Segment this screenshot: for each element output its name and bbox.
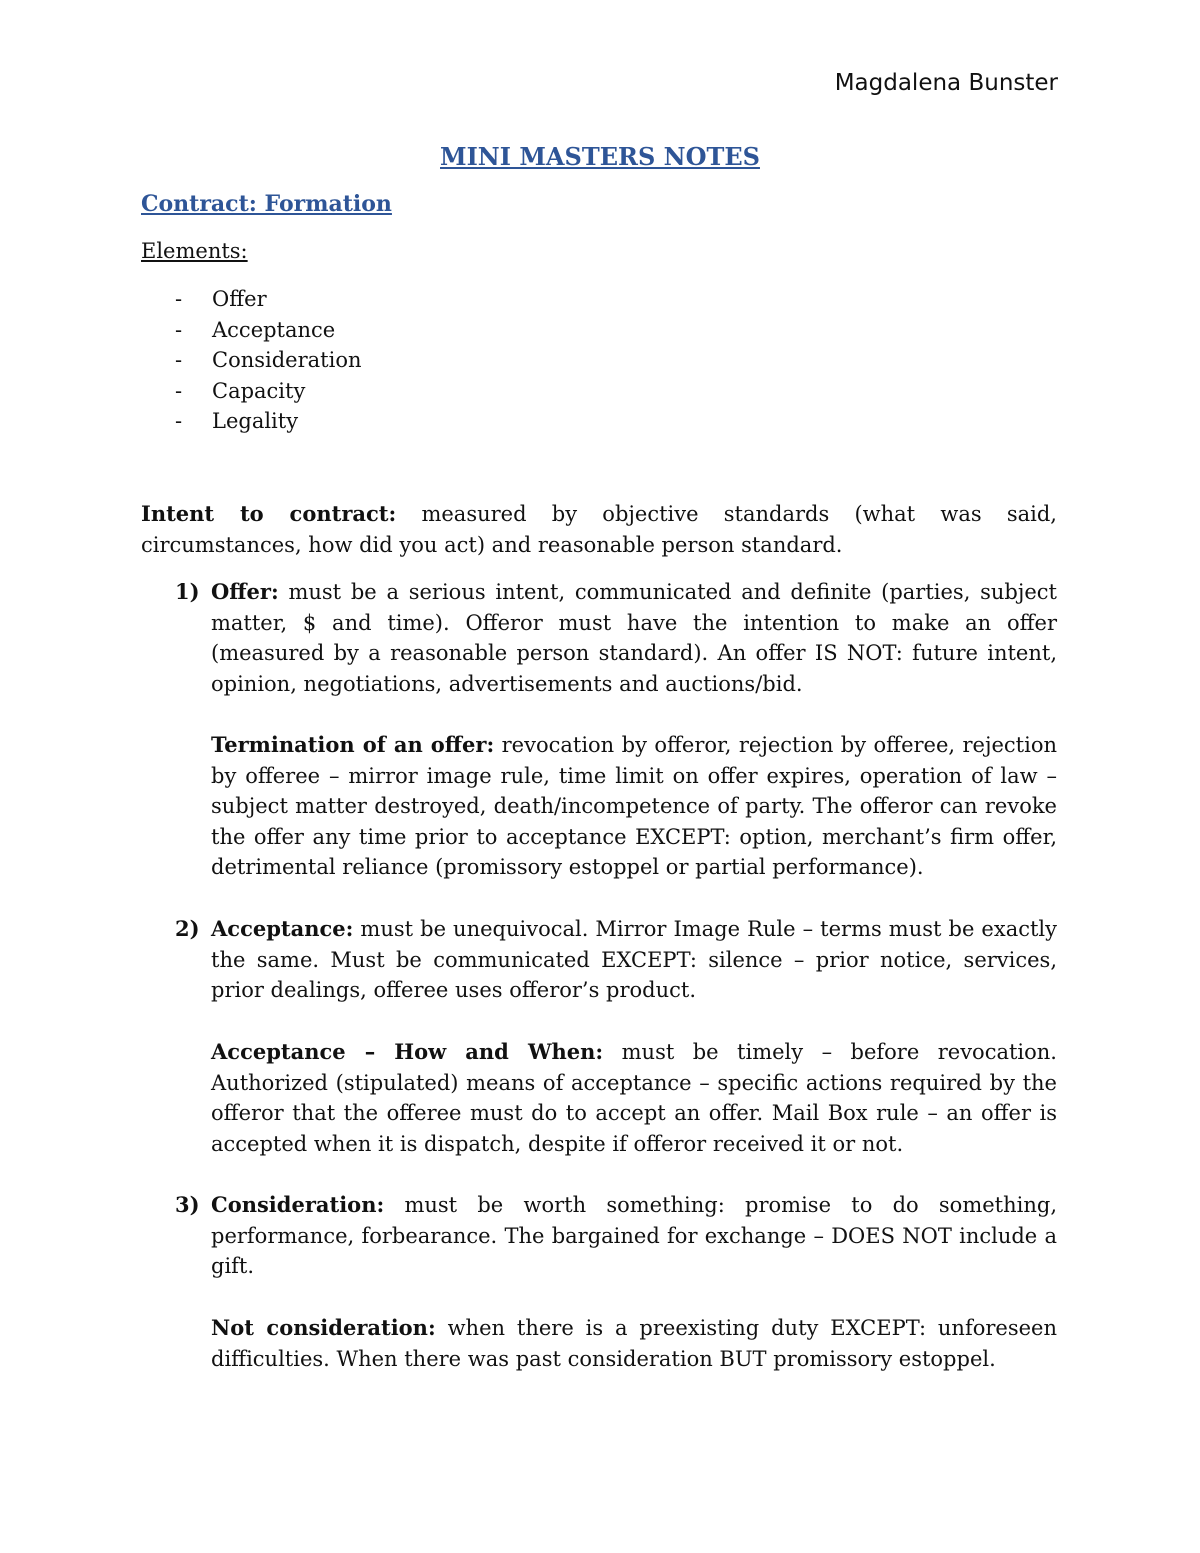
section-heading: Contract: Formation <box>141 191 392 217</box>
intent-text: measured by objective standards (what was said, circumstances, how did you act) and reasonable person standard. <box>141 502 1057 557</box>
termination-paragraph <box>211 730 1057 883</box>
acceptance-paragraph <box>211 914 1057 1006</box>
intent-paragraph <box>141 499 1057 560</box>
not-consideration-text: when there is a preexisting duty EXCEPT: unforeseen difficulties. When there was past consideration BUT promissory estoppel. <box>211 1316 1057 1371</box>
list-item <box>141 284 361 315</box>
not-consideration-paragraph <box>211 1313 1057 1374</box>
list-item <box>141 406 361 437</box>
document-title: MINI MASTERS NOTES <box>440 142 760 171</box>
bullet-dash: - <box>175 378 183 403</box>
not-consideration-term: Not consideration: <box>211 1315 436 1340</box>
item-number: 1) <box>175 579 200 604</box>
acceptance-how-term: Acceptance – How and When: <box>211 1039 604 1064</box>
element-legality: Legality <box>212 409 299 434</box>
list-item <box>141 315 361 346</box>
consideration-paragraph <box>211 1190 1057 1282</box>
element-capacity: Capacity <box>212 378 306 403</box>
offer-paragraph <box>211 577 1057 699</box>
consideration-term: Consideration: <box>211 1192 385 1217</box>
acceptance-how-paragraph <box>211 1037 1057 1159</box>
element-acceptance: Acceptance <box>212 317 336 342</box>
item-number: 2) <box>175 916 200 941</box>
bullet-dash: - <box>175 348 183 373</box>
offer-text: must be a serious intent, communicated and definite (parties, subject matter, $ and time). Offeror must have the intention to make an offer (measured by a reasonable person standard). An offer IS NOT: future intent, opinion, negotiations, advertisements and auctions/bid. <box>211 580 1057 696</box>
termination-term: Termination of an offer: <box>211 732 495 757</box>
acceptance-text: must be unequivocal. Mirror Image Rule – terms must be exactly the same. Must be communicated EXCEPT: silence – prior notice, services, prior dealings, offeree uses offeror’s product. <box>211 917 1057 1003</box>
intent-term: Intent to contract: <box>141 501 397 526</box>
elements-list <box>141 284 361 437</box>
acceptance-term: Acceptance: <box>211 916 354 941</box>
author-header: Magdalena Bunster <box>834 70 1058 96</box>
consideration-text: must be worth something: promise to do something, performance, forbearance. The bargained for exchange – DOES NOT include a gift. <box>211 1193 1057 1279</box>
bullet-dash: - <box>175 409 183 434</box>
termination-text: revocation by offeror, rejection by offeree, rejection by offeree – mirror image rule, time limit on offer expires, operation of law – subject matter destroyed, death/incompetence of party. The offeror can revoke the offer any time prior to acceptance EXCEPT: option, merchant’s firm offer, detrimental reliance (promissory estoppel or partial performance). <box>211 733 1057 880</box>
item-number: 3) <box>175 1192 200 1217</box>
bullet-dash: - <box>175 287 183 311</box>
bullet-dash: - <box>175 317 183 342</box>
element-offer: Offer <box>212 287 267 311</box>
list-item <box>141 345 361 376</box>
acceptance-how-text: must be timely – before revocation. Authorized (stipulated) means of acceptance – specific actions required by the offeror that the offeree must do to accept an offer. Mail Box rule – an offer is accepted when it is dispatch, despite if offeror received it or not. <box>211 1040 1057 1156</box>
element-consideration: Consideration <box>212 348 362 373</box>
list-item <box>141 376 361 407</box>
elements-label: Elements: <box>141 239 248 263</box>
offer-term: Offer: <box>211 579 279 604</box>
